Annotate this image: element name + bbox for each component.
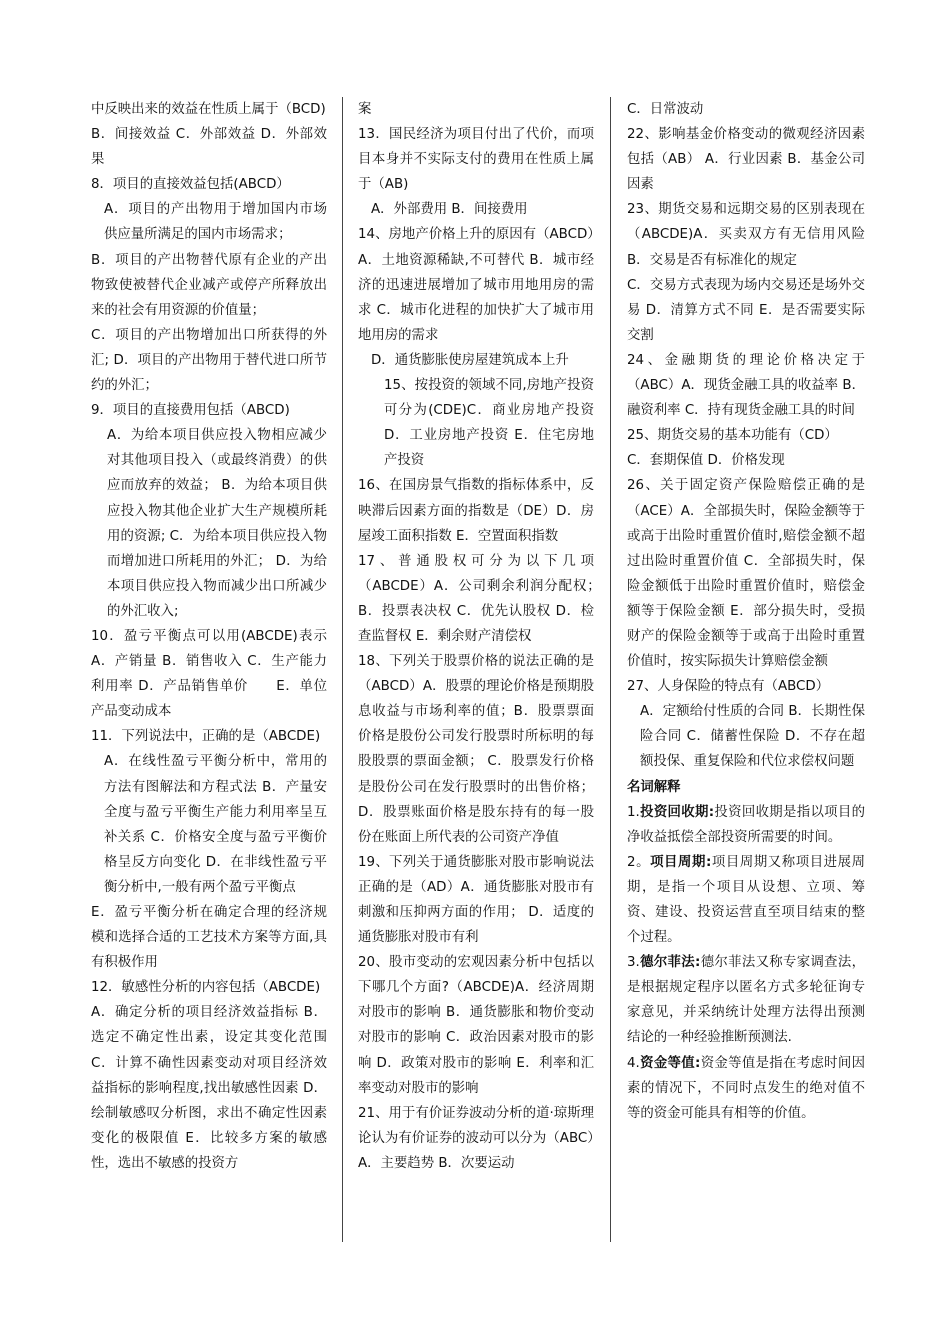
question-heading: 19、下列关于通货膨胀对股市影响说法正确的是（AD）A．通货膨胀对股市有刺激和压抑两方面的作用； D．适度的通货膨胀对股市有利 <box>358 854 594 946</box>
question-heading: 20、股市变动的宏观因素分析中包括以下哪几个方面?（ABCDE)A．经济周期对股市的影响 B．通货膨胀和物价变动对股市的影响 C．政治因素对股市的影响 D．政策对股市的影响 E．利率和汇率变动对股市的影响 <box>358 955 594 1096</box>
glossary-heading: 名词解释 <box>627 779 681 795</box>
paragraph: A．定额给付性质的合同 B．长期性保险合同 C．储蓄性保险 D．不存在超额投保、重复保险和代位求偿权问题 <box>640 704 865 770</box>
question-heading: 16、在国房景气指数的指标体系中，反映滞后因素方面的指数是（DE）D．房屋竣工面积指数 E．空置面积指数 <box>358 478 594 544</box>
question-heading: 26、关于固定资产保险赔偿正确的是（ACE）A．全部损失时，保险金额等于或高于出险时重置价值时,赔偿金额不超过出险时重置价值 C．全部损失时，保险金额低于出险时重置价值时，赔偿金额等于保险金额 E．部分损失时，受损财产的保险金额等于或高于出险时重置价值时，按实际损失计算赔偿金额 <box>627 478 865 670</box>
paragraph: 中反映出来的效益在性质上属于（BCD) <box>91 102 326 117</box>
paragraph: E．盈亏平衡分析在确定合理的经济规模和选择合适的工艺技术方案等方面,具有积极作用 <box>91 905 327 971</box>
paragraph: D．通货膨胀使房屋建筑成本上升 <box>371 352 569 368</box>
text-column-3 <box>627 97 865 1126</box>
glossary-entry <box>627 800 865 850</box>
glossary-number: 4. <box>627 1055 640 1071</box>
glossary-definition: 投资回收期是指以项目的净收益抵偿全部投资所需要的时间。 <box>627 804 866 845</box>
question-heading: 23、期货交易和远期交易的区别表现在（ABCDE)A．买卖双方有无信用风险 B．交易是否有标准化的规定 <box>627 202 865 268</box>
paragraph: A．外部费用 B．间接费用 <box>371 202 528 218</box>
question-heading: 9．项目的直接费用包括（ABCD) <box>91 403 290 419</box>
glossary-entry <box>627 950 865 1050</box>
question-heading: 22、影响基金价格变动的微观经济因素包括（AB） A．行业因素 B．基金公司因素 <box>627 127 865 193</box>
question-heading: 17、普通股权可分为以下几项（ABCDE）A．公司剩余利润分配权； B．投票表决权 C．优先认股权 D．检查监督权 E．剩余财产清偿权 <box>358 553 608 644</box>
paragraph: C．日常波动 <box>627 102 704 117</box>
question-heading: 14、房地产价格上升的原因有（ABCD）A．土地资源稀缺,不可替代 B．城市经济的迅速进展增加了城市用地用房的需求 C．城市化进程的加快扩大了城市用地用房的需求 <box>358 227 594 343</box>
column-divider-right <box>610 97 611 1242</box>
question-heading: 27、人身保险的特点有（ABCD） <box>627 679 830 695</box>
question-heading: 21、用于有价证券波动分析的道·琼斯理论认为有价证券的波动可以分为（ABC）A．主要趋势 B．次要运动 <box>358 1105 594 1171</box>
question-heading: 15、按投资的领域不同,房地产投资可分为(CDE)C．商业房地产投资 D．工业房地产投资 E．住宅房地产投资 <box>384 378 594 469</box>
paragraph: 案 <box>358 102 372 117</box>
text-column-1 <box>91 97 327 1176</box>
paragraph: C．套期保值 D．价格发现 <box>627 453 785 469</box>
question-heading: 18、下列关于股票价格的说法正确的是（ABCD）A．股票的理论价格是预期股息收益与市场利率的值；B．股票票面价格是股份公司发行股票时所标明的每股股票的票面金额； C．股票发行价格是股份公司在发行股票时的出售价格； D．股票账面价格是股东持有的每一股份在账面上所代表的公司资产净值 <box>358 654 594 845</box>
glossary-term: 德尔菲法: <box>639 955 701 971</box>
paragraph: A．确定分析的项目经济效益指标 B．选定不确定性出素，设定其变化范围 C．计算不确性因素变动对项目经济效益指标的影响程度,找出敏感性因素 D．绘制敏感叹分析图，求出不确定性因素变化的极限值 E．比较多方案的敏感性，选出不敏感的投资方 <box>91 1005 327 1171</box>
paragraph: A．为给本项目供应投入物相应减少对其他项目投入（或最终消费）的供应而放弃的效益； B．为给本项目供应投入物其他企业扩大生产规模所耗用的资源; C．为给本项目供应投入物而增加进口所耗用的外汇； D．为给本项目供应投入物而减少出口所减少的外汇收入; <box>107 428 327 619</box>
paragraph: B．间接效益 C．外部效益 D．外部效果 <box>91 127 327 168</box>
question-heading: 12．敏感性分析的内容包括（ABCDE) <box>91 980 321 996</box>
glossary-number: 2。 <box>627 854 651 870</box>
question-heading: 13．国民经济为项目付出了代价，而项目本身并不实际支付的费用在性质上属于（AB) <box>358 127 594 193</box>
question-heading: 25、期货交易的基本功能有（CD） <box>627 428 838 444</box>
paragraph: A．在线性盈亏平衡分析中，常用的方法有图解法和方程式法 B．产量安全度与盈亏平衡生产能力利用率呈互补关系 C．价格安全度与盈亏平衡价格呈反方向变化 D．在非线性盈亏平衡分析中,一般有两个盈亏平衡点 <box>104 754 327 895</box>
paragraph: B．项目的产出物替代原有企业的产出物致使被替代企业减产或停产所释放出来的社会有用资源的价值量； <box>91 252 327 318</box>
glossary-entry <box>627 850 865 950</box>
glossary-entry <box>627 1051 865 1126</box>
glossary-definition: 资金等值是指在考虑时间因素的情况下，不同时点发生的绝对值不等的资金可能具有相等的价值。 <box>627 1055 866 1121</box>
paragraph: C．项目的产出物增加出口所获得的外汇; D．项目的产出物用于替代进口所节约的外汇； <box>91 327 327 394</box>
paragraph: A．项目的产出物用于增加国内市场供应量所满足的国内市场需求； <box>104 202 327 243</box>
glossary-term: 投资回收期: <box>639 804 715 820</box>
column-divider-left <box>342 97 343 1242</box>
question-heading: 24、金融期货的理论价格决定于（ABC）A．现货金融工具的收益率 B．融资利率 C．持有现货金融工具的时间 <box>627 352 865 419</box>
question-heading: 11．下列说法中，正确的是（ABCDE) <box>91 729 321 745</box>
glossary-definition: 项目周期又称项目进展周期，是指一个项目从设想、立项、筹资、建设、投资运营直至项目结束的整个过程。 <box>627 854 866 946</box>
glossary-term: 项目周期: <box>650 854 712 870</box>
paragraph: C．交易方式表现为场内交易还是场外交易 D．清算方式不同 E．是否需要实际交割 <box>627 277 865 343</box>
glossary-term: 资金等值: <box>639 1055 701 1071</box>
glossary-definition: 德尔菲法又称专家调查法，是根据规定程序以匿名方式多轮征询专家意见，并采纳统计处理方法得出预测结论的一种经验推断预测法. <box>627 955 866 1046</box>
text-column-2 <box>358 97 608 1176</box>
glossary-number: 1. <box>627 804 640 820</box>
question-heading: 10．盈亏平衡点可以用(ABCDE)表示 A．产销量 B．销售收入 C．生产能力利用率 D．产品销售单价 E．单位产品变动成本 <box>91 628 327 720</box>
glossary-number: 3. <box>627 955 640 971</box>
question-heading: 8．项目的直接效益包括(ABCD） <box>91 177 290 193</box>
